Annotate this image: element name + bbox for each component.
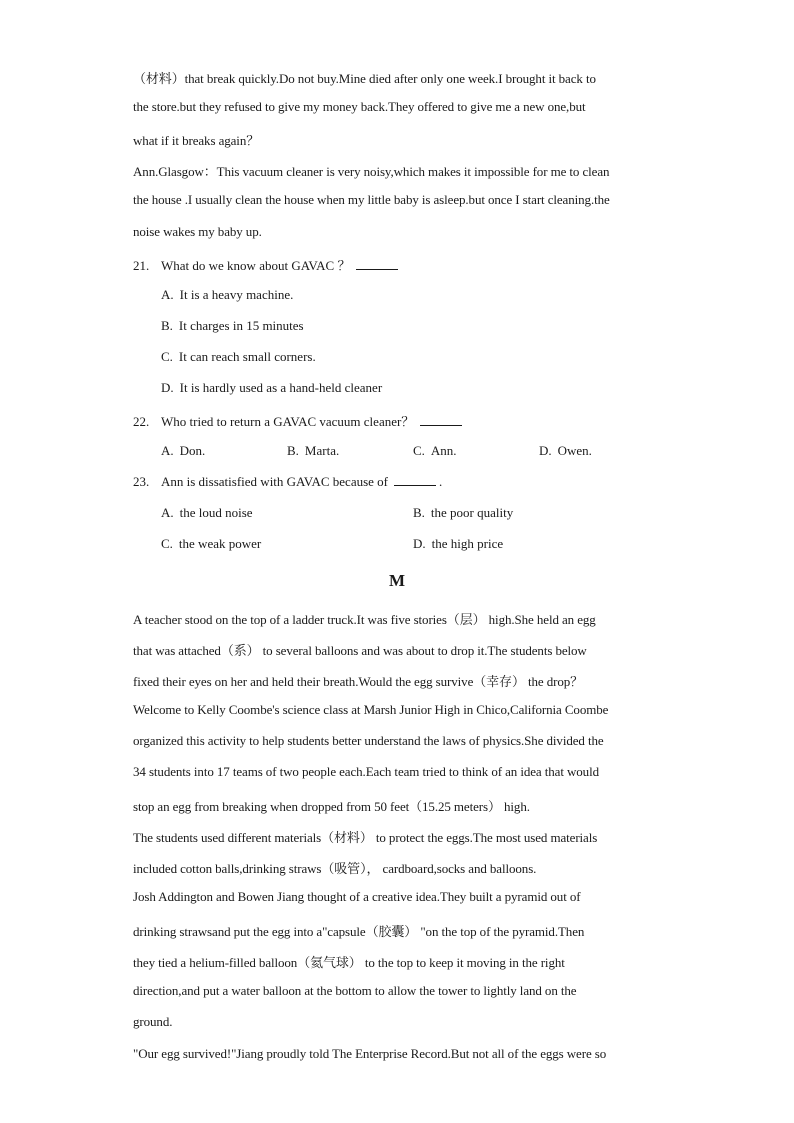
option-22-b[interactable]: B. Marta. [287, 443, 340, 458]
passage-line: the store.but they refused to give my money back.They offered to give me a new one,but [133, 99, 586, 114]
passage-line: organized this activity to help students better understand the laws of physics.She divided the [133, 733, 604, 748]
passage-line: direction,and put a water balloon at the bottom to allow the tower to lightly land on the [133, 983, 577, 998]
passage-line: "Our egg survived!"Jiang proudly told The Enterprise Record.But not all of the eggs were so [133, 1046, 607, 1061]
option-21-c[interactable]: C. It can reach small corners. [161, 349, 316, 364]
passage-line: ground. [133, 1014, 173, 1029]
passage-line: （材料）that break quickly.Do not buy.Mine died after only one week.I brought it back to [133, 71, 596, 86]
question-number: 21. [133, 258, 150, 273]
option-23-d[interactable]: D. the high price [413, 536, 504, 551]
option-22-d[interactable]: D. Owen. [539, 443, 592, 458]
question-number: 23. [133, 474, 150, 489]
question-number: 22. [133, 414, 150, 429]
option-21-a[interactable]: A. It is a heavy machine. [161, 287, 294, 302]
passage-line: included cotton balls,drinking straws（吸管）， cardboard,socks and balloons. [133, 861, 537, 876]
question-stem: What do we know about GAVAC ？ [161, 258, 351, 273]
passage-line: Ann.Glasgow：This vacuum cleaner is very noisy,which makes it impossible for me to clean [133, 164, 610, 179]
answer-blank[interactable] [356, 257, 398, 270]
passage-line: drinking strawsand put the egg into a"capsule（胶囊） "on the top of the pyramid.Then [133, 924, 585, 939]
question-23: 23. Ann is dissatisfied with GAVAC because of . [133, 474, 443, 489]
option-23-b[interactable]: B. the poor quality [413, 505, 514, 520]
question-22 [133, 411, 462, 430]
passage-line: fixed their eyes on her and held their breath.Would the egg survive（幸存） the drop？ [133, 674, 584, 689]
question-stem: Who tried to return a GAVAC vacuum cleaner？ [161, 414, 415, 429]
passage-line: that was attached（系） to several balloons and was about to drop it.The students below [133, 643, 587, 658]
passage-line: the house .I usually clean the house when my little baby is asleep.but once I start cleaning.the [133, 192, 610, 207]
passage-line: what if it breaks again？ [133, 133, 260, 148]
passage-line: The students used different materials（材料） to protect the eggs.The most used materials [133, 830, 598, 845]
option-22-c[interactable]: C. Ann. [413, 443, 457, 458]
passage-line: noise wakes my baby up. [133, 224, 262, 239]
question-21 [133, 255, 398, 274]
answer-blank[interactable] [394, 473, 436, 486]
option-21-d[interactable]: D. It is hardly used as a hand-held cleaner [161, 380, 383, 395]
option-23-a[interactable]: A. the loud noise [161, 505, 253, 520]
option-22-a[interactable]: A. Don. [161, 443, 206, 458]
section-heading: M [388, 571, 406, 590]
option-23-c[interactable]: C. the weak power [161, 536, 262, 551]
passage-line: stop an egg from breaking when dropped from 50 feet（15.25 meters） high. [133, 799, 530, 814]
answer-blank[interactable] [420, 413, 462, 426]
passage-line: 34 students into 17 teams of two people each.Each team tried to think of an idea that would [133, 764, 599, 779]
passage-line: Welcome to Kelly Coombe's science class at Marsh Junior High in Chico,California Coombe [133, 702, 609, 717]
passage-line: A teacher stood on the top of a ladder truck.It was five stories（层） high.She held an egg [133, 612, 596, 627]
question-stem: Ann is dissatisfied with GAVAC because of [161, 474, 389, 489]
passage-line: they tied a helium-filled balloon（氦气球） to the top to keep it moving in the right [133, 955, 565, 970]
option-21-b[interactable]: B. It charges in 15 minutes [161, 318, 304, 333]
passage-line: Josh Addington and Bowen Jiang thought of a creative idea.They built a pyramid out of [133, 889, 581, 904]
